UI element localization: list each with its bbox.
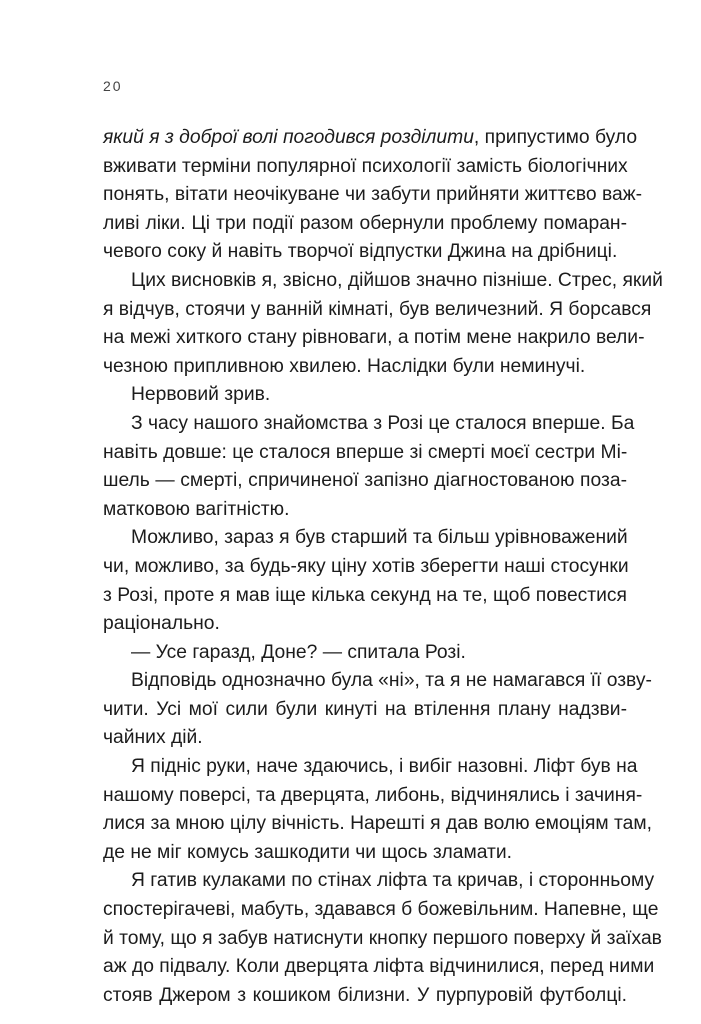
line-text: , припустимо було [473, 127, 638, 148]
text-line: й тому, що я забув натиснути кнопку першого поверху й заїхав [103, 927, 662, 949]
text-line: стояв Джером з кошиком білизни. У пурпуровій футболці. [103, 984, 627, 1006]
text-line: чезною припливною хвилею. Наслідки були неминучі. [103, 355, 586, 377]
text-line: матковою вагітністю. [103, 498, 290, 520]
text-line: я відчув, стоячи у ванній кімнаті, був величезний. Я борсався [103, 298, 652, 320]
text-line: чевого соку й навіть творчої відпустки Джина на дрібниці. [103, 241, 618, 263]
page-number: 20 [103, 78, 123, 94]
text-line: раціонально. [103, 613, 220, 635]
text-line: де не міг комусь зашкодити чи щось зламати. [103, 841, 512, 863]
text-line: аж до підвалу. Коли дверцята ліфта відчинилися, перед ними [103, 956, 655, 978]
italic-phrase: який я з доброї волі погодився розділити [103, 127, 474, 148]
text-line [103, 124, 638, 153]
text-line: навіть довше: це сталося вперше зі смерті моєї сестри Мі- [103, 441, 628, 463]
text-line: З часу нашого знайомства з Розі це сталося вперше. Ба [131, 412, 635, 434]
text-line: понять, вітати неочікуване чи забути прийняти життєво важ- [103, 184, 643, 206]
text-line: вживати терміни популярної психології замість біологічних [103, 155, 628, 177]
text-line: ливі ліки. Ці три події разом обернули проблему помаран- [103, 212, 627, 234]
text-line: спостерігачеві, мабуть, здавався б божевільним. Напевне, ще [103, 899, 659, 921]
text-line: Я гатив кулаками по стінах ліфта та кричав, і сторонньому [131, 870, 655, 892]
text-line: чи, можливо, за будь-яку ціну хотів зберегти наші стосунки [103, 555, 629, 577]
text-line: на межі хиткого стану рівноваги, а потім мене накрило вели- [103, 327, 645, 349]
text-line: лися за мною цілу вічність. Нарешті я дав волю емоціям там, [103, 813, 652, 835]
text-line: шель — смерті, спричиненої запізно діагностованою поза- [103, 470, 627, 492]
text-line: нашому поверсі, та дверцята, либонь, відчинялись і зачиня- [103, 784, 643, 806]
text-line: — Усе гаразд, Доне? — спитала Розі. [131, 641, 466, 663]
text-line: Відповідь однозначно була «ні», та я не намагався її озву- [131, 670, 652, 692]
text-line: Можливо, зараз я був старший та більш урівноважений [131, 527, 628, 549]
text-line: чайних дій. [103, 727, 203, 749]
text-line: з Розі, проте я мав іще кілька секунд на те, щоб повестися [103, 584, 627, 606]
text-line: Цих висновків я, звісно, дійшов значно пізніше. Стрес, який [131, 269, 663, 291]
text-line: Нервовий зрив. [131, 384, 271, 406]
text-line: чити. Усі мої сили були кинуті на втілення плану надзви- [103, 698, 627, 720]
body-text [103, 124, 663, 1010]
text-line: Я підніс руки, наче здаючись, і вибіг назовні. Ліфт був на [131, 756, 638, 778]
